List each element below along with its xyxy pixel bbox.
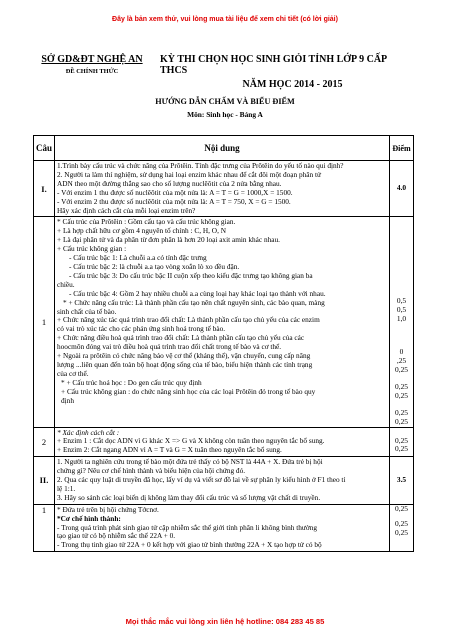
answer-1-1-scores: 0,5 0,5 1,0 0 ,25 0,25 0,25 0,25 0,25 0,25 — [390, 217, 414, 427]
grading-table — [33, 135, 414, 552]
question-2-row — [34, 457, 414, 505]
exam-title-line1: KỲ THI CHỌN HỌC SINH GIỎI TỈNH LỚP 9 CẤP — [160, 54, 388, 65]
question-1-content: 1.Trình bày cấu trúc và chức năng của Prôtêin. Tính đặc trưng của Prôtêin do yếu tố nào qui định? 2. Người ta làm thí nghiệm, sử dụng hai loại enzim khác nhau để cắt đôi một đoạn phân tử ADN theo một đường thẳng sao cho số lượng nuclêôtit của 2 nửa bằng nhau. - Với enzim 1 thu được số nuclêôtit của một nửa là: A = T = G = 1000,X = 1500. - Với enzim 2 thu được số nuclêôtit của một nửa là: A = T = 750, X = G = 1500. Hãy xác định cách cắt của mỗi loại enzim trên? — [55, 161, 390, 217]
answer-2-1-content: * Đứa trẻ trên bị hội chứng Tớcnơ. *Cơ chế hình thành: - Trong quá trình phát sinh giao tử cặp nhiễm sắc thể giới tính phân li không bình thường tạo giao tử có bộ nhiễm sắc thể 22A + 0. - Trong thụ tinh giao tử 22A + 0 kết hợp với giao tử bình thường 22A + X tạo hợp tử có bộ — [55, 504, 390, 552]
col-header-content: Nội dung — [55, 136, 390, 161]
answer-1-1-label: 1 — [34, 217, 55, 427]
org-name: SỞ GD&ĐT NGHỆ AN — [41, 54, 143, 65]
question-2-label: II. — [34, 457, 55, 505]
question-1-score: 4.0 — [390, 161, 414, 217]
guide-title: HƯỚNG DẪN CHẤM VÀ BIỂU ĐIỂM — [155, 97, 295, 106]
question-1-row — [34, 161, 414, 217]
subject-title: Môn: Sinh học - Bảng A — [187, 110, 263, 119]
answer-2-1-label: 1 — [34, 504, 55, 552]
col-header-score: Điểm — [390, 136, 414, 161]
hotline-banner: Mọi thắc mắc vui lòng xin liên hệ hotline: 084 283 45 85 — [125, 617, 325, 626]
question-2-content: 1. Người ta nghiên cứu trong tế bào một đứa trẻ thấy có bộ NST là 44A + X. Đứa trẻ bị hội chứng gì? Nêu cơ chế hình thành và biểu hiện của hội chứng đó. 2. Qua các quy luật di truyền đã học, lấy ví dụ và viết sơ đồ lai về sự phân ly kiểu hình ở F1 theo tỉ lệ 1:1. 3. Hãy so sánh các loại biến dị không làm thay đổi cấu trúc và số lượng vật chất di truyền. — [55, 457, 390, 505]
school-year: NĂM HỌC 2014 - 2015 — [242, 79, 343, 90]
table-header-row — [34, 136, 414, 161]
answer-1-2-label: 2 — [34, 427, 55, 457]
answer-2-1-row — [34, 504, 414, 552]
answer-1-1-content: * Cấu trúc của Prôtêin : Gồm cấu tạo và cấu trúc không gian. + Là hợp chất hữu cơ gồm 4 nguyên tố chính : C, H, O, N + Là đại phân tử và đa phân từ đơn phân là hơn 20 loại axit amin khác nhau. + Cấu trúc không gian : - Cấu trúc bậc 1: Là chuỗi a.a có tính đặc trưng - Cấu trúc bậc 2: là chuỗi a.a tạo vòng xoắn lò xo đều đặn. - Cấu trúc bậc 3: Do cấu trúc bậc II cuộn xếp theo kiểu đặc trưng tạo không gian ba chiều. - Cấu trúc bậc 4: Gồm 2 hay nhiều chuỗi a.a cùng loại hay khác loại tạo thành với nhau. * + Chức năng cấu trúc: Là thành phần cấu tạo nên chất nguyên sinh, các bào quan, màng sinh chất của tế bào. + Chức năng xúc tác quá trình trao đổi chất: Là thành phần cấu tạo chủ yếu của các enzim có vai trò xúc tác cho các phản ứng sinh hoá trong tế bào. + Chức năng điều hoà quá trình trao đổi chất: Là thành phần cấu tạo chủ yếu của các hoocmôn đóng vai trò điều hoà quá trình trao đổi chất trong tế bào và cơ thể. + Ngoài ra prôtêin có chức năng bảo vệ cơ thể (kháng thể), vận chuyển, cung cấp năng lượng ...liên quan đến toàn bộ hoạt động sống của tế bào, biểu hiện thành các tính trạng của cơ thể. * + Cấu trúc hoá học : Do gen cấu trúc quy định + Cấu trúc không gian : do chức năng sinh học của các loại Prôtêin đó trong tế bào quy định — [55, 217, 390, 427]
question-2-score: 3.5 — [390, 457, 414, 505]
question-1-label: I. — [34, 161, 55, 217]
answer-1-2-content: * Xác định cách cắt : + Enzim 1 : Cắt dọc ADN vì G khác X => G và X không còn tuân theo nguyên tắc bổ sung. + Enzim 2: Cắt ngang ADN vì A = T và G = X tuân theo nguyên tắc bổ sung. — [55, 427, 390, 457]
header-organization — [32, 54, 152, 75]
answer-1-2-row — [34, 427, 414, 457]
official-label: ĐỀ CHÍNH THỨC — [65, 68, 119, 75]
preview-notice-banner: Đây là bản xem thử, vui lòng mua tài liệu để xem chi tiết (có lời giải) — [112, 16, 338, 23]
answer-2-1-scores: 0,25 0,25 0,25 — [390, 504, 414, 552]
answer-1-1-row — [34, 217, 414, 427]
answer-1-2-scores: 0,25 0,25 — [390, 427, 414, 457]
exam-title-line2: THCS — [160, 65, 188, 76]
header-exam — [160, 54, 415, 90]
col-header-section: Câu — [34, 136, 55, 161]
